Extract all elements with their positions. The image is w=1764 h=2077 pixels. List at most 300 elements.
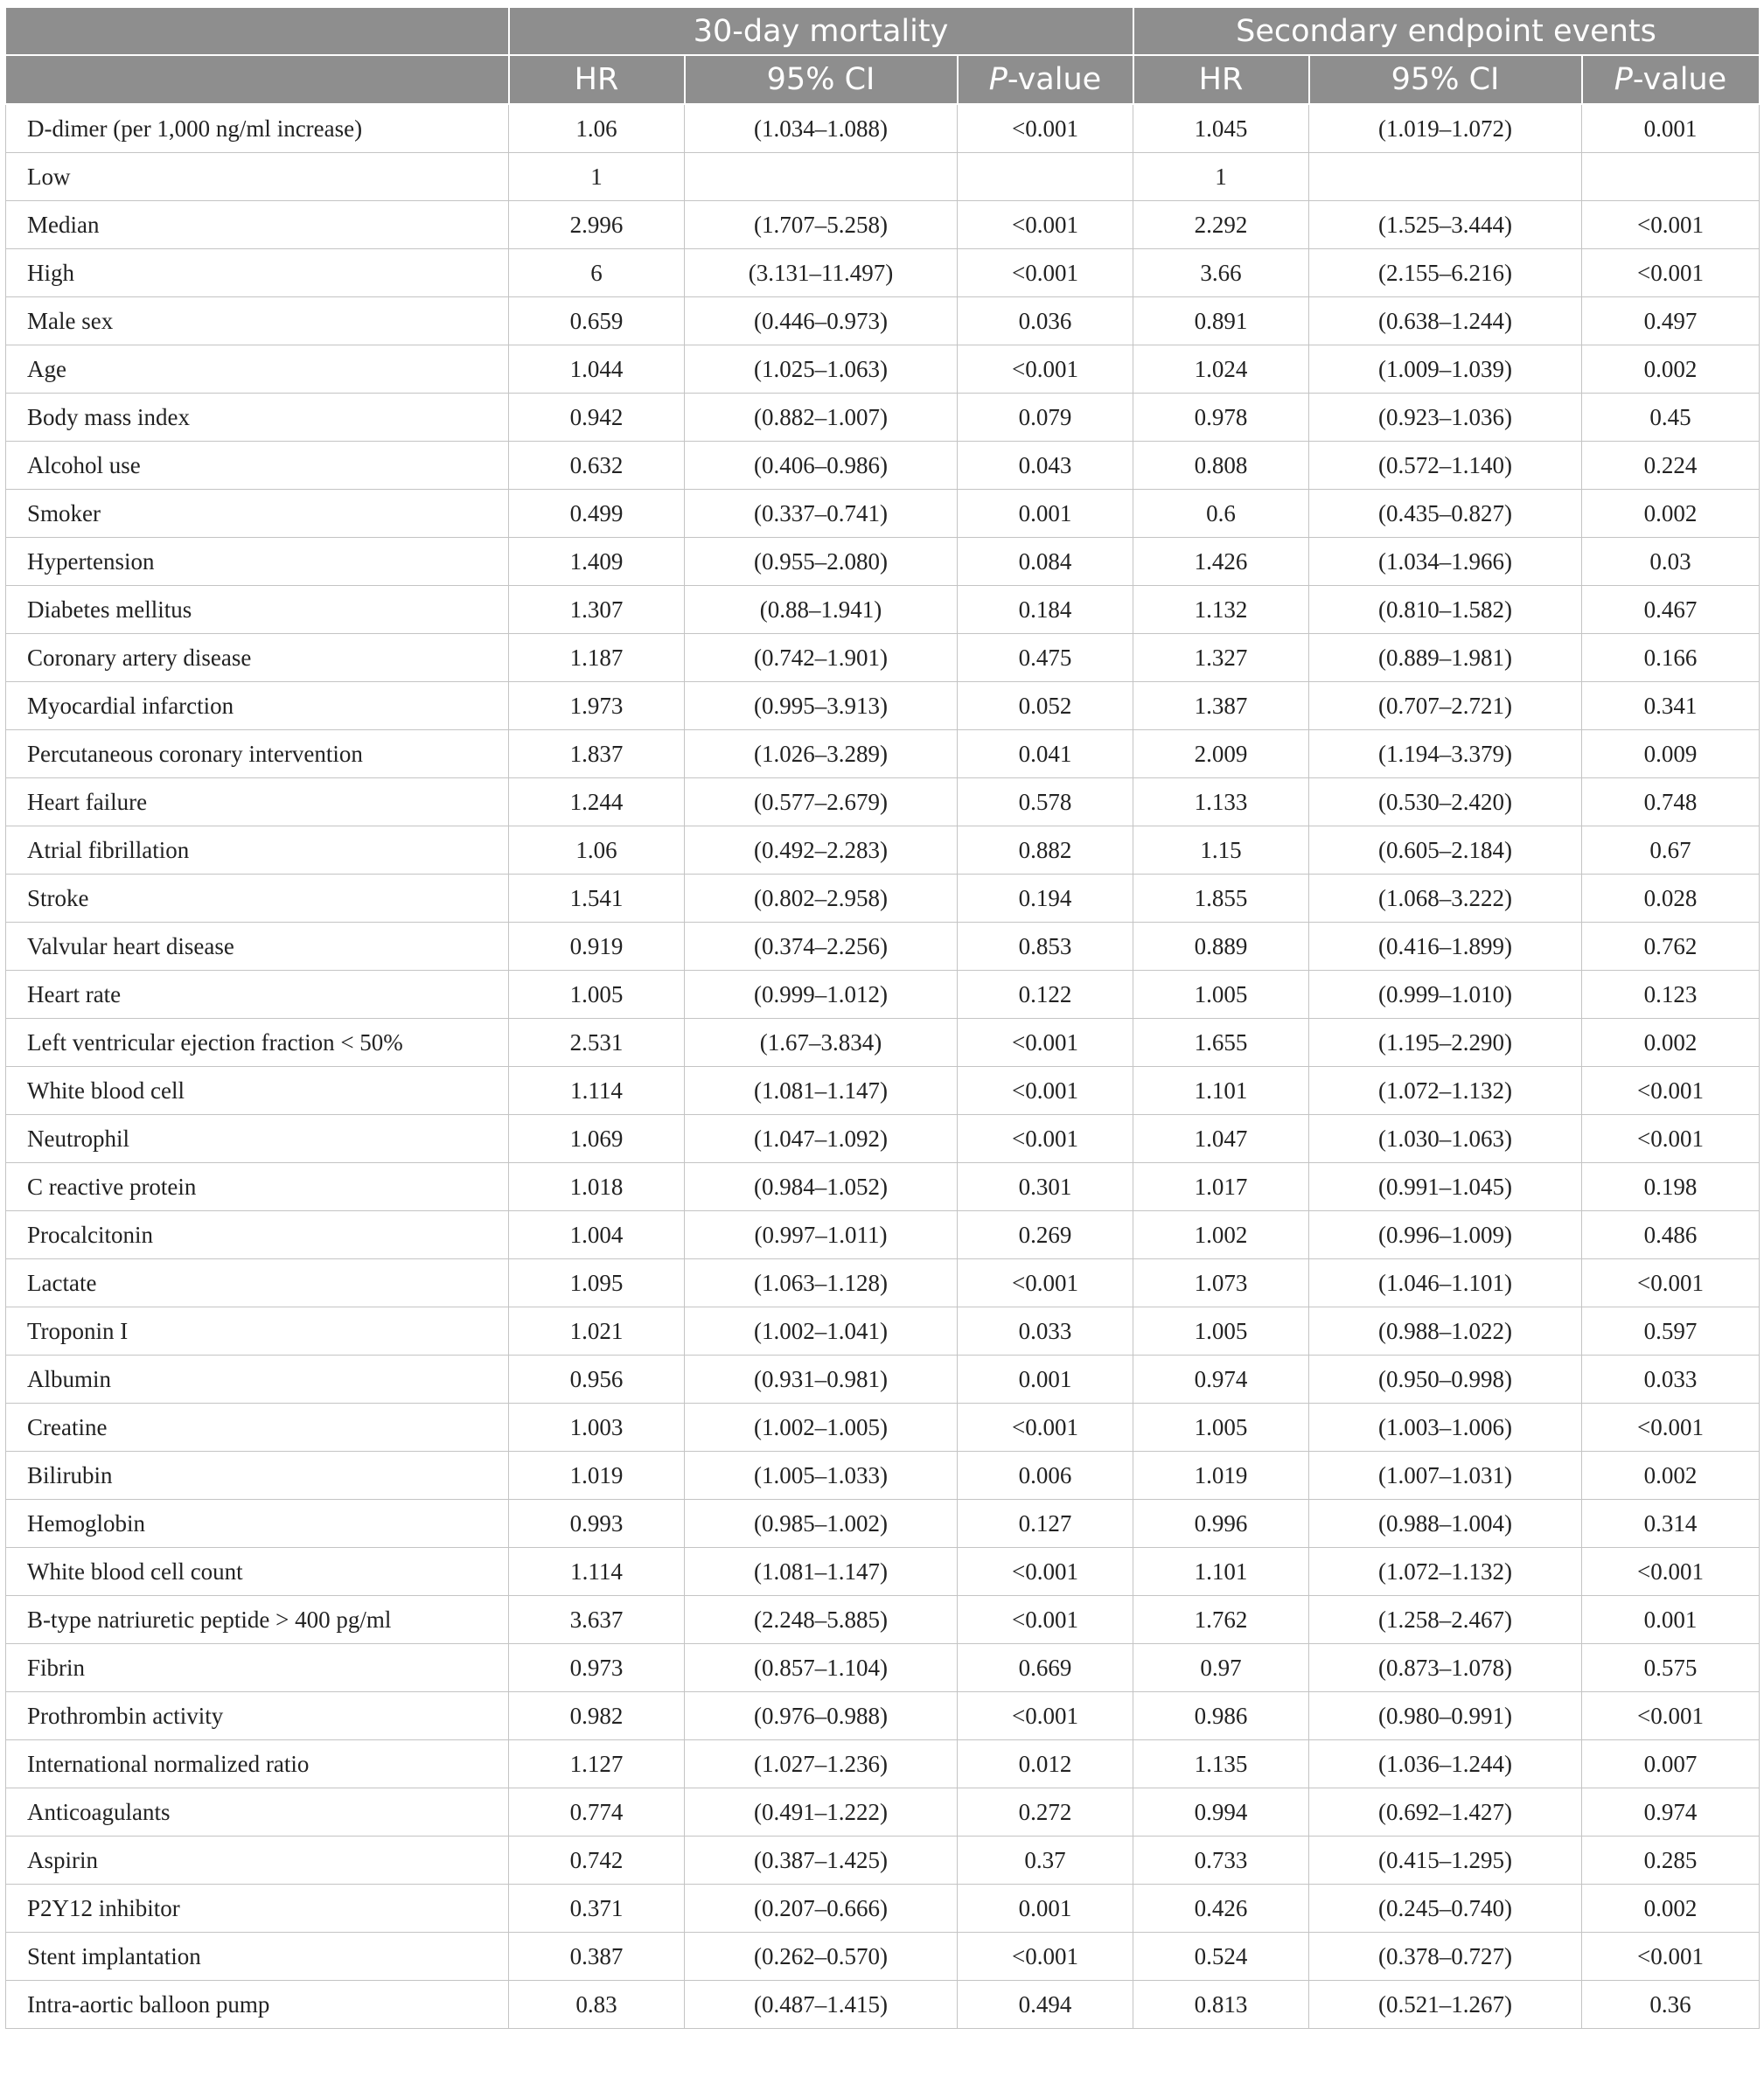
table-row <box>6 1019 1760 1067</box>
variable-cell: Lactate <box>6 1259 509 1307</box>
ci-secondary-cell: (0.996–1.009) <box>1309 1211 1582 1259</box>
p-secondary-cell: 0.166 <box>1582 634 1760 682</box>
header-hr-mortality: HR <box>509 55 685 104</box>
hr-mortality-cell: 1.409 <box>509 538 685 586</box>
ci-mortality-cell: (0.374–2.256) <box>685 923 958 971</box>
header-blank-cell <box>6 7 509 55</box>
ci-mortality-cell: (0.207–0.666) <box>685 1885 958 1933</box>
ci-mortality-cell: (0.997–1.011) <box>685 1211 958 1259</box>
variable-cell: Albumin <box>6 1356 509 1404</box>
hr-secondary-cell: 1.135 <box>1133 1740 1309 1788</box>
variable-cell: Left ventricular ejection fraction < 50% <box>6 1019 509 1067</box>
variable-cell: Alcohol use <box>6 442 509 490</box>
header-hr-secondary: HR <box>1133 55 1309 104</box>
ci-mortality-cell: (0.262–0.570) <box>685 1933 958 1981</box>
ci-mortality-cell: (1.081–1.147) <box>685 1067 958 1115</box>
table-row <box>6 1885 1760 1933</box>
hr-mortality-cell: 2.996 <box>509 201 685 249</box>
hr-secondary-cell: 1.005 <box>1133 1404 1309 1452</box>
hr-secondary-cell: 1.005 <box>1133 1307 1309 1356</box>
ci-mortality-cell <box>685 153 958 201</box>
hr-secondary-cell: 1.387 <box>1133 682 1309 730</box>
table-row <box>6 682 1760 730</box>
ci-secondary-cell: (1.525–3.444) <box>1309 201 1582 249</box>
ci-secondary-cell: (0.245–0.740) <box>1309 1885 1582 1933</box>
hr-mortality-cell: 0.774 <box>509 1788 685 1837</box>
p-secondary-cell: 0.314 <box>1582 1500 1760 1548</box>
ci-secondary-cell: (0.605–2.184) <box>1309 826 1582 875</box>
hr-mortality-cell: 1.06 <box>509 104 685 153</box>
variable-cell: Anticoagulants <box>6 1788 509 1837</box>
p-secondary-cell: <0.001 <box>1582 1692 1760 1740</box>
hr-secondary-cell: 1.047 <box>1133 1115 1309 1163</box>
hr-secondary-cell: 1.762 <box>1133 1596 1309 1644</box>
p-mortality-cell: 0.184 <box>958 586 1133 634</box>
table-row <box>6 249 1760 297</box>
hr-mortality-cell: 1.187 <box>509 634 685 682</box>
p-secondary-cell: <0.001 <box>1582 1115 1760 1163</box>
table-row <box>6 153 1760 201</box>
hr-mortality-cell: 0.982 <box>509 1692 685 1740</box>
table-row <box>6 1452 1760 1500</box>
p-secondary-cell: 0.03 <box>1582 538 1760 586</box>
p-mortality-cell: <0.001 <box>958 1067 1133 1115</box>
hr-mortality-cell: 0.942 <box>509 394 685 442</box>
p-secondary-cell: 0.36 <box>1582 1981 1760 2029</box>
variable-cell: Body mass index <box>6 394 509 442</box>
p-mortality-cell: 0.041 <box>958 730 1133 778</box>
variable-cell: Low <box>6 153 509 201</box>
hr-secondary-cell: 0.97 <box>1133 1644 1309 1692</box>
ci-secondary-cell: (2.155–6.216) <box>1309 249 1582 297</box>
hr-mortality-cell: 0.973 <box>509 1644 685 1692</box>
hr-mortality-cell: 1.307 <box>509 586 685 634</box>
ci-mortality-cell: (0.931–0.981) <box>685 1356 958 1404</box>
p-secondary-cell: 0.45 <box>1582 394 1760 442</box>
p-secondary-cell: 0.002 <box>1582 1452 1760 1500</box>
variable-cell: Diabetes mellitus <box>6 586 509 634</box>
hr-mortality-cell: 0.387 <box>509 1933 685 1981</box>
ci-secondary-cell: (1.046–1.101) <box>1309 1259 1582 1307</box>
p-mortality-cell: 0.853 <box>958 923 1133 971</box>
p-secondary-cell: 0.198 <box>1582 1163 1760 1211</box>
p-secondary-cell: <0.001 <box>1582 1404 1760 1452</box>
ci-mortality-cell: (1.027–1.236) <box>685 1740 958 1788</box>
ci-mortality-cell: (0.882–1.007) <box>685 394 958 442</box>
table-row <box>6 730 1760 778</box>
p-mortality-cell: <0.001 <box>958 1596 1133 1644</box>
table-row <box>6 778 1760 826</box>
ci-secondary-cell: (0.950–0.998) <box>1309 1356 1582 1404</box>
variable-cell: Hypertension <box>6 538 509 586</box>
ci-mortality-cell: (0.337–0.741) <box>685 490 958 538</box>
p-mortality-cell: 0.494 <box>958 1981 1133 2029</box>
p-mortality-cell: 0.194 <box>958 875 1133 923</box>
p-mortality-cell: 0.669 <box>958 1644 1133 1692</box>
hr-mortality-cell: 1.003 <box>509 1404 685 1452</box>
variable-cell: Median <box>6 201 509 249</box>
ci-secondary-cell: (0.692–1.427) <box>1309 1788 1582 1837</box>
table-row <box>6 1307 1760 1356</box>
hr-secondary-cell: 0.426 <box>1133 1885 1309 1933</box>
variable-cell: White blood cell <box>6 1067 509 1115</box>
p-mortality-cell: 0.578 <box>958 778 1133 826</box>
variable-cell: International normalized ratio <box>6 1740 509 1788</box>
p-secondary-cell: 0.497 <box>1582 297 1760 345</box>
p-secondary-cell: 0.001 <box>1582 104 1760 153</box>
hr-mortality-cell: 1.021 <box>509 1307 685 1356</box>
ci-secondary-cell: (0.889–1.981) <box>1309 634 1582 682</box>
hr-secondary-cell: 1 <box>1133 153 1309 201</box>
variable-cell: Neutrophil <box>6 1115 509 1163</box>
hr-mortality-cell: 1.005 <box>509 971 685 1019</box>
hr-mortality-cell: 3.637 <box>509 1596 685 1644</box>
header-variable-cell <box>6 55 509 104</box>
variable-cell: White blood cell count <box>6 1548 509 1596</box>
ci-mortality-cell: (1.005–1.033) <box>685 1452 958 1500</box>
hr-mortality-cell: 0.956 <box>509 1356 685 1404</box>
hr-mortality-cell: 0.919 <box>509 923 685 971</box>
p-mortality-cell: 0.084 <box>958 538 1133 586</box>
table-row <box>6 201 1760 249</box>
ci-secondary-cell: (1.068–3.222) <box>1309 875 1582 923</box>
ci-mortality-cell: (1.67–3.834) <box>685 1019 958 1067</box>
hr-mortality-cell: 1.019 <box>509 1452 685 1500</box>
p-mortality-cell: 0.033 <box>958 1307 1133 1356</box>
p-mortality-cell: 0.001 <box>958 1885 1133 1933</box>
ci-mortality-cell: (0.577–2.679) <box>685 778 958 826</box>
ci-mortality-cell: (0.857–1.104) <box>685 1644 958 1692</box>
ci-secondary-cell: (0.530–2.420) <box>1309 778 1582 826</box>
ci-mortality-cell: (0.742–1.901) <box>685 634 958 682</box>
table-row <box>6 1500 1760 1548</box>
variable-cell: Male sex <box>6 297 509 345</box>
hr-secondary-cell: 0.524 <box>1133 1933 1309 1981</box>
ci-mortality-cell: (1.081–1.147) <box>685 1548 958 1596</box>
ci-secondary-cell: (0.991–1.045) <box>1309 1163 1582 1211</box>
variable-cell: Percutaneous coronary intervention <box>6 730 509 778</box>
hazard-ratio-table <box>5 6 1761 2029</box>
header-p-suffix: -value <box>1632 62 1727 97</box>
hr-mortality-cell: 1.06 <box>509 826 685 875</box>
p-mortality-cell: <0.001 <box>958 249 1133 297</box>
table-row <box>6 1981 1760 2029</box>
variable-cell: Stent implantation <box>6 1933 509 1981</box>
ci-mortality-cell: (0.955–2.080) <box>685 538 958 586</box>
hr-secondary-cell: 0.808 <box>1133 442 1309 490</box>
ci-secondary-cell: (1.072–1.132) <box>1309 1548 1582 1596</box>
table-header <box>6 7 1760 104</box>
ci-mortality-cell: (0.492–2.283) <box>685 826 958 875</box>
header-p-letter: P <box>1614 62 1633 97</box>
hr-mortality-cell: 1.069 <box>509 1115 685 1163</box>
variable-cell: Heart rate <box>6 971 509 1019</box>
variable-cell: Stroke <box>6 875 509 923</box>
p-secondary-cell: 0.762 <box>1582 923 1760 971</box>
variable-cell: Hemoglobin <box>6 1500 509 1548</box>
ci-mortality-cell: (0.88–1.941) <box>685 586 958 634</box>
hr-secondary-cell: 0.996 <box>1133 1500 1309 1548</box>
table-row <box>6 1933 1760 1981</box>
ci-secondary-cell: (1.036–1.244) <box>1309 1740 1582 1788</box>
hr-secondary-cell: 1.655 <box>1133 1019 1309 1067</box>
variable-cell: Troponin I <box>6 1307 509 1356</box>
hr-secondary-cell: 1.073 <box>1133 1259 1309 1307</box>
ci-secondary-cell: (1.007–1.031) <box>1309 1452 1582 1500</box>
variable-cell: High <box>6 249 509 297</box>
hr-mortality-cell: 1.973 <box>509 682 685 730</box>
hr-mortality-cell: 1.018 <box>509 1163 685 1211</box>
variable-cell: Age <box>6 345 509 394</box>
ci-secondary-cell: (1.194–3.379) <box>1309 730 1582 778</box>
table-row <box>6 1211 1760 1259</box>
p-mortality-cell: <0.001 <box>958 1019 1133 1067</box>
p-secondary-cell <box>1582 153 1760 201</box>
hr-secondary-cell: 0.994 <box>1133 1788 1309 1837</box>
ci-secondary-cell: (1.009–1.039) <box>1309 345 1582 394</box>
hr-mortality-cell: 0.499 <box>509 490 685 538</box>
p-mortality-cell: 0.475 <box>958 634 1133 682</box>
hr-secondary-cell: 1.426 <box>1133 538 1309 586</box>
p-mortality-cell: <0.001 <box>958 201 1133 249</box>
p-mortality-cell: <0.001 <box>958 1548 1133 1596</box>
hr-secondary-cell: 2.009 <box>1133 730 1309 778</box>
ci-mortality-cell: (0.406–0.986) <box>685 442 958 490</box>
hr-mortality-cell: 2.531 <box>509 1019 685 1067</box>
header-ci-mortality: 95% CI <box>685 55 958 104</box>
p-secondary-cell: <0.001 <box>1582 1067 1760 1115</box>
ci-mortality-cell: (0.995–3.913) <box>685 682 958 730</box>
ci-mortality-cell: (1.707–5.258) <box>685 201 958 249</box>
ci-secondary-cell: (0.435–0.827) <box>1309 490 1582 538</box>
ci-secondary-cell: (0.416–1.899) <box>1309 923 1582 971</box>
hr-mortality-cell: 0.993 <box>509 1500 685 1548</box>
p-secondary-cell: 0.575 <box>1582 1644 1760 1692</box>
variable-cell: Creatine <box>6 1404 509 1452</box>
variable-cell: Smoker <box>6 490 509 538</box>
hr-mortality-cell: 1.127 <box>509 1740 685 1788</box>
p-secondary-cell: 0.009 <box>1582 730 1760 778</box>
hr-secondary-cell: 1.15 <box>1133 826 1309 875</box>
ci-mortality-cell: (0.446–0.973) <box>685 297 958 345</box>
table-row <box>6 394 1760 442</box>
p-secondary-cell: 0.002 <box>1582 345 1760 394</box>
ci-mortality-cell: (0.387–1.425) <box>685 1837 958 1885</box>
header-p-mortality <box>958 55 1133 104</box>
p-secondary-cell: 0.285 <box>1582 1837 1760 1885</box>
ci-secondary-cell: (0.988–1.022) <box>1309 1307 1582 1356</box>
ci-mortality-cell: (0.984–1.052) <box>685 1163 958 1211</box>
variable-cell: Aspirin <box>6 1837 509 1885</box>
variable-cell: Atrial fibrillation <box>6 826 509 875</box>
p-secondary-cell: 0.002 <box>1582 1885 1760 1933</box>
table-row <box>6 490 1760 538</box>
table-row <box>6 1067 1760 1115</box>
ci-secondary-cell: (0.378–0.727) <box>1309 1933 1582 1981</box>
hr-secondary-cell: 1.019 <box>1133 1452 1309 1500</box>
hr-secondary-cell: 2.292 <box>1133 201 1309 249</box>
table-row <box>6 1837 1760 1885</box>
p-secondary-cell: 0.597 <box>1582 1307 1760 1356</box>
hr-secondary-cell: 1.045 <box>1133 104 1309 153</box>
p-mortality-cell: 0.079 <box>958 394 1133 442</box>
table-row <box>6 442 1760 490</box>
variable-cell: Coronary artery disease <box>6 634 509 682</box>
ci-secondary-cell: (1.003–1.006) <box>1309 1404 1582 1452</box>
p-mortality-cell: 0.272 <box>958 1788 1133 1837</box>
hr-mortality-cell: 1 <box>509 153 685 201</box>
table-row <box>6 971 1760 1019</box>
p-secondary-cell: 0.033 <box>1582 1356 1760 1404</box>
hr-secondary-cell: 1.002 <box>1133 1211 1309 1259</box>
hr-mortality-cell: 1.541 <box>509 875 685 923</box>
hr-secondary-cell: 0.986 <box>1133 1692 1309 1740</box>
p-secondary-cell: 0.028 <box>1582 875 1760 923</box>
table-row <box>6 1596 1760 1644</box>
variable-cell: P2Y12 inhibitor <box>6 1885 509 1933</box>
p-mortality-cell: 0.052 <box>958 682 1133 730</box>
header-p-letter: P <box>988 62 1008 97</box>
hr-mortality-cell: 1.114 <box>509 1067 685 1115</box>
p-mortality-cell: 0.036 <box>958 297 1133 345</box>
variable-cell: C reactive protein <box>6 1163 509 1211</box>
ci-mortality-cell: (0.487–1.415) <box>685 1981 958 2029</box>
hr-mortality-cell: 1.044 <box>509 345 685 394</box>
table-row <box>6 1163 1760 1211</box>
p-mortality-cell: 0.001 <box>958 490 1133 538</box>
variable-cell: Intra-aortic balloon pump <box>6 1981 509 2029</box>
table-row <box>6 1788 1760 1837</box>
header-group-mortality: 30-day mortality <box>509 7 1133 55</box>
p-secondary-cell: 0.123 <box>1582 971 1760 1019</box>
ci-mortality-cell: (3.131–11.497) <box>685 249 958 297</box>
table-row <box>6 538 1760 586</box>
p-secondary-cell: <0.001 <box>1582 1259 1760 1307</box>
table-row <box>6 586 1760 634</box>
ci-mortality-cell: (2.248–5.885) <box>685 1596 958 1644</box>
hr-secondary-cell: 0.978 <box>1133 394 1309 442</box>
p-mortality-cell: 0.006 <box>958 1452 1133 1500</box>
p-secondary-cell: 0.486 <box>1582 1211 1760 1259</box>
ci-secondary-cell: (0.988–1.004) <box>1309 1500 1582 1548</box>
p-secondary-cell: 0.001 <box>1582 1596 1760 1644</box>
hr-mortality-cell: 0.742 <box>509 1837 685 1885</box>
p-mortality-cell: 0.043 <box>958 442 1133 490</box>
table-row <box>6 345 1760 394</box>
ci-mortality-cell: (0.999–1.012) <box>685 971 958 1019</box>
hr-secondary-cell: 1.132 <box>1133 586 1309 634</box>
p-secondary-cell: 0.002 <box>1582 1019 1760 1067</box>
p-secondary-cell: <0.001 <box>1582 201 1760 249</box>
variable-cell: B-type natriuretic peptide > 400 pg/ml <box>6 1596 509 1644</box>
ci-secondary-cell: (0.873–1.078) <box>1309 1644 1582 1692</box>
hr-secondary-cell: 3.66 <box>1133 249 1309 297</box>
variable-cell: Prothrombin activity <box>6 1692 509 1740</box>
ci-secondary-cell: (0.980–0.991) <box>1309 1692 1582 1740</box>
hr-mortality-cell: 6 <box>509 249 685 297</box>
p-mortality-cell: <0.001 <box>958 1933 1133 1981</box>
ci-mortality-cell: (0.491–1.222) <box>685 1788 958 1837</box>
ci-secondary-cell: (0.810–1.582) <box>1309 586 1582 634</box>
ci-secondary-cell: (1.258–2.467) <box>1309 1596 1582 1644</box>
variable-cell: Heart failure <box>6 778 509 826</box>
hr-secondary-cell: 1.017 <box>1133 1163 1309 1211</box>
p-mortality-cell: 0.882 <box>958 826 1133 875</box>
ci-secondary-cell: (1.072–1.132) <box>1309 1067 1582 1115</box>
header-column-row <box>6 55 1760 104</box>
p-mortality-cell: 0.001 <box>958 1356 1133 1404</box>
ci-mortality-cell: (1.026–3.289) <box>685 730 958 778</box>
hr-secondary-cell: 1.101 <box>1133 1067 1309 1115</box>
hr-mortality-cell: 1.004 <box>509 1211 685 1259</box>
p-secondary-cell: 0.974 <box>1582 1788 1760 1837</box>
hr-mortality-cell: 1.114 <box>509 1548 685 1596</box>
variable-cell: Myocardial infarction <box>6 682 509 730</box>
p-mortality-cell: 0.127 <box>958 1500 1133 1548</box>
table-row <box>6 104 1760 153</box>
ci-mortality-cell: (1.025–1.063) <box>685 345 958 394</box>
hr-mortality-cell: 1.837 <box>509 730 685 778</box>
hazard-ratio-table-container <box>5 6 1759 2029</box>
header-group-secondary: Secondary endpoint events <box>1133 7 1760 55</box>
header-ci-secondary: 95% CI <box>1309 55 1582 104</box>
variable-cell: Valvular heart disease <box>6 923 509 971</box>
p-secondary-cell: 0.67 <box>1582 826 1760 875</box>
table-row <box>6 1259 1760 1307</box>
table-row <box>6 1356 1760 1404</box>
hr-mortality-cell: 0.83 <box>509 1981 685 2029</box>
hr-secondary-cell: 0.889 <box>1133 923 1309 971</box>
table-row <box>6 297 1760 345</box>
hr-mortality-cell: 0.659 <box>509 297 685 345</box>
ci-mortality-cell: (1.034–1.088) <box>685 104 958 153</box>
p-mortality-cell: <0.001 <box>958 1404 1133 1452</box>
p-mortality-cell <box>958 153 1133 201</box>
variable-cell: D-dimer (per 1,000 ng/ml increase) <box>6 104 509 153</box>
p-mortality-cell: 0.301 <box>958 1163 1133 1211</box>
hr-mortality-cell: 1.095 <box>509 1259 685 1307</box>
ci-mortality-cell: (1.002–1.041) <box>685 1307 958 1356</box>
ci-mortality-cell: (1.063–1.128) <box>685 1259 958 1307</box>
p-secondary-cell: 0.002 <box>1582 490 1760 538</box>
table-row <box>6 1692 1760 1740</box>
p-mortality-cell: <0.001 <box>958 1692 1133 1740</box>
p-secondary-cell: <0.001 <box>1582 1933 1760 1981</box>
hr-secondary-cell: 0.891 <box>1133 297 1309 345</box>
p-secondary-cell: 0.748 <box>1582 778 1760 826</box>
table-row <box>6 1740 1760 1788</box>
hr-mortality-cell: 0.371 <box>509 1885 685 1933</box>
ci-secondary-cell: (0.707–2.721) <box>1309 682 1582 730</box>
hr-secondary-cell: 0.974 <box>1133 1356 1309 1404</box>
p-mortality-cell: 0.37 <box>958 1837 1133 1885</box>
hr-secondary-cell: 1.133 <box>1133 778 1309 826</box>
hr-mortality-cell: 1.244 <box>509 778 685 826</box>
p-mortality-cell: 0.269 <box>958 1211 1133 1259</box>
ci-secondary-cell: (0.923–1.036) <box>1309 394 1582 442</box>
hr-secondary-cell: 0.733 <box>1133 1837 1309 1885</box>
p-secondary-cell: <0.001 <box>1582 249 1760 297</box>
table-row <box>6 1548 1760 1596</box>
hr-secondary-cell: 1.005 <box>1133 971 1309 1019</box>
p-mortality-cell: 0.122 <box>958 971 1133 1019</box>
ci-mortality-cell: (0.976–0.988) <box>685 1692 958 1740</box>
table-body <box>6 104 1760 2029</box>
ci-secondary-cell: (0.572–1.140) <box>1309 442 1582 490</box>
variable-cell: Fibrin <box>6 1644 509 1692</box>
ci-mortality-cell: (0.985–1.002) <box>685 1500 958 1548</box>
p-secondary-cell: 0.007 <box>1582 1740 1760 1788</box>
